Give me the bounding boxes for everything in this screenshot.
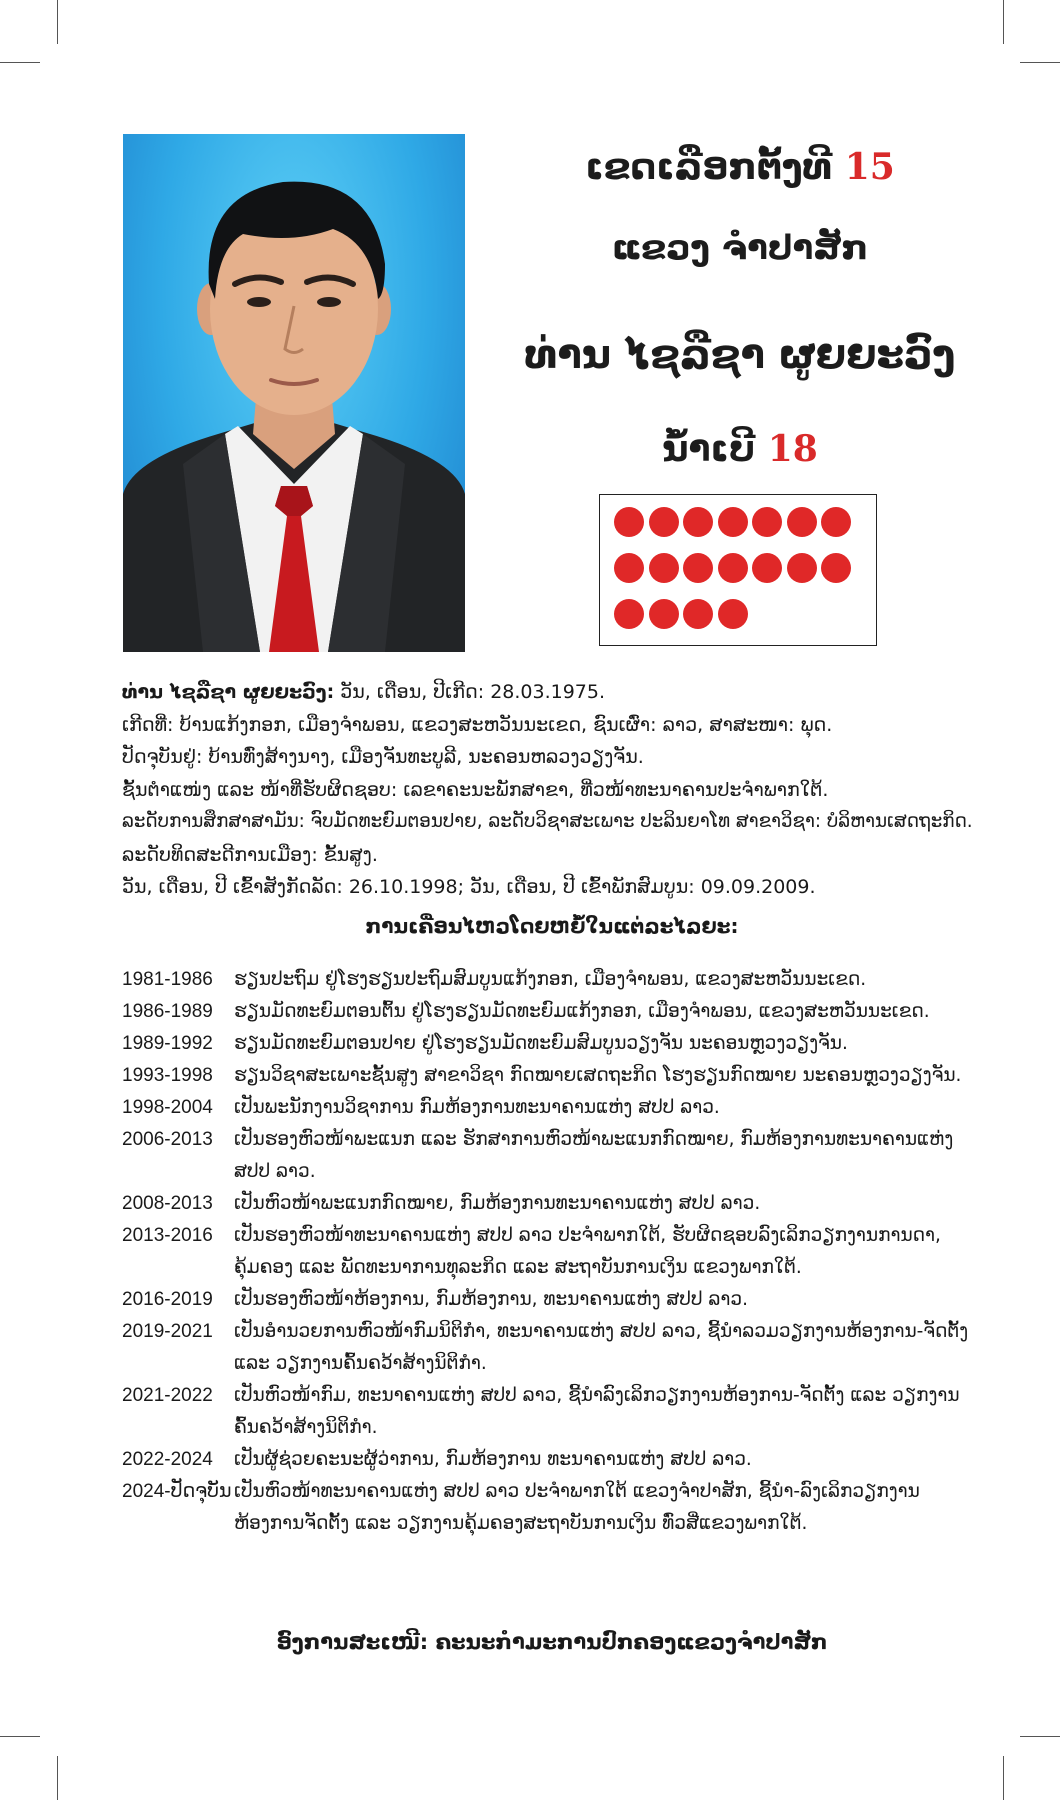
timeline-years: 2006-2013 bbox=[122, 1129, 213, 1150]
tally-dot bbox=[614, 507, 644, 537]
timeline-row bbox=[122, 1220, 982, 1284]
constituency-line bbox=[510, 146, 970, 188]
timeline-text: ເປັນຮອງຫົວໜ້າຫ້ອງການ, ກົມຫ້ອງການ, ທະນາຄານແຫ່ງ ສປປ ລາວ. bbox=[234, 1289, 748, 1310]
tally-dot bbox=[718, 553, 748, 583]
timeline-row bbox=[122, 1092, 982, 1124]
crop-mark bbox=[1020, 62, 1060, 63]
tally-dot bbox=[614, 553, 644, 583]
info-name-label: ທ່ານ ໄຊລືຊາ ຜູຍຍະວົງ: bbox=[122, 681, 335, 703]
crop-mark bbox=[1003, 1756, 1004, 1800]
ballot-line bbox=[510, 428, 970, 470]
tally-dot bbox=[752, 553, 782, 583]
info-line-membership: ວັນ, ເດືອນ, ປີ ເຂົ້າສັງກັດລັດ: 26.10.1998; ວັນ, ເດືອນ, ປີ ເຂົ້າພັກສົມບູນ: 09.09.2009. bbox=[122, 876, 816, 898]
tally-dot bbox=[821, 507, 851, 537]
timeline-row bbox=[122, 1476, 982, 1540]
timeline-text: ຮຽນມັດທະຍົມຕອນປາຍ ຢູ່ໂຮງຮຽນມັດທະຍົມສົມບູນວຽງຈັນ ນະຄອນຫຼວງວຽງຈັນ. bbox=[234, 1033, 848, 1054]
info-line-address: ປັດຈຸບັນຢູ່: ບ້ານທົ່ງສ້າງນາງ, ເມືອງຈັນທະບູລີ, ນະຄອນຫລວງວຽງຈັນ. bbox=[122, 746, 644, 768]
timeline-text: ຮຽນມັດທະຍົມຕອນຕົ້ນ ຢູ່ໂຮງຮຽນມັດທະຍົມແກ້ງກອກ, ເມືອງຈຳພອນ, ແຂວງສະຫວັນນະເຂດ. bbox=[234, 1001, 930, 1022]
timeline-text: ເປັນຮອງຫົວໜ້າທະນາຄານແຫ່ງ ສປປ ລາວ ປະຈຳພາກໃຕ້, ຮັບຜິດຊອບລົງເລິກວຽກງານການດາ, ຄຸ້ມຄອງ ແລະ ພັດທະນາການທຸລະກິດ ແລະ ສະຖາບັນການເງິນ ແຂວງພາກໃຕ້. bbox=[234, 1225, 941, 1278]
timeline-row bbox=[122, 1060, 982, 1092]
timeline-years: 1998-2004 bbox=[122, 1097, 213, 1118]
tally-dot bbox=[752, 507, 782, 537]
timeline-row bbox=[122, 964, 982, 996]
tally-dot bbox=[649, 599, 679, 629]
timeline-row bbox=[122, 1380, 982, 1444]
timeline-years: 1986-1989 bbox=[122, 1001, 213, 1022]
tally-dot bbox=[649, 507, 679, 537]
timeline-row bbox=[122, 1444, 982, 1476]
info-line-birthplace: ເກີດທີ່: ບ້ານແກ້ງກອກ, ເມືອງຈຳພອນ, ແຂວງສະຫວັນນະເຂດ, ຊົນເຜົ່າ: ລາວ, ສາສະໜາ: ພຸດ. bbox=[122, 713, 833, 736]
timeline-years: 1989-1992 bbox=[122, 1033, 213, 1054]
timeline-years: 2013-2016 bbox=[122, 1225, 213, 1246]
crop-mark bbox=[57, 1756, 58, 1800]
ballot-label: ນ້ຳເບີ bbox=[662, 429, 756, 470]
personal-info bbox=[122, 676, 982, 904]
candidate-name-title: ທ່ານ ໄຊລືຊາ ຜູຍຍະວົງ bbox=[524, 332, 956, 378]
timeline-row bbox=[122, 1124, 982, 1188]
timeline-years: 1993-1998 bbox=[122, 1065, 213, 1086]
tally-dot bbox=[649, 553, 679, 583]
timeline-row bbox=[122, 1028, 982, 1060]
career-timeline bbox=[122, 964, 982, 1540]
crop-mark bbox=[1003, 0, 1004, 44]
timeline-years: 1981-1986 bbox=[122, 969, 213, 990]
info-line-birth bbox=[122, 676, 982, 709]
timeline-years: 2016-2019 bbox=[122, 1289, 213, 1310]
ballot-tally-box bbox=[599, 494, 877, 646]
timeline-text: ເປັນຮອງຫົວໜ້າພະແນກ ແລະ ຮັກສາການຫົວໜ້າພະແນກກົດໝາຍ, ກົມຫ້ອງການທະນາຄານແຫ່ງ ສປປ ລາວ. bbox=[234, 1129, 954, 1182]
timeline-text: ເປັນຫົວໜ້າພະແນກກົດໝາຍ, ກົມຫ້ອງການທະນາຄານແຫ່ງ ສປປ ລາວ. bbox=[234, 1193, 761, 1214]
footer-proposer: ອົງການສະເໜີ: ຄະນະກຳມະການປົກຄອງແຂວງຈຳປາສັກ bbox=[276, 1630, 828, 1654]
timeline-years: 2008-2013 bbox=[122, 1193, 213, 1214]
timeline-text: ຮຽນວິຊາສະເພາະຊັ້ນສູງ ສາຂາວິຊາ ກົດໝາຍເສດຖະກິດ ໂຮງຮຽນກົດໝາຍ ນະຄອນຫຼວງວຽງຈັນ. bbox=[234, 1065, 962, 1086]
tally-dot bbox=[821, 553, 851, 583]
tally-dot bbox=[787, 507, 817, 537]
career-heading: ການເຄື່ອນໄຫວໂດຍຫຍໍ້ໃນແຕ່ລະໄລຍະ: bbox=[365, 914, 739, 938]
timeline-years: 2019-2021 bbox=[122, 1321, 213, 1342]
crop-mark bbox=[1020, 1736, 1060, 1737]
ballot-number: 18 bbox=[767, 428, 818, 470]
timeline-text: ເປັນອຳນວຍການຫົວໜ້າກົມນິຕິກຳ, ທະນາຄານແຫ່ງ ສປປ ລາວ, ຊີ້ນຳລວມວຽກງານຫ້ອງການ-ຈັດຕັ້ງ ແລະ ວຽກງານຄົ້ນຄວ້າສ້າງນິຕິກຳ. bbox=[234, 1321, 969, 1374]
info-line-political-theory: ລະດັບທິດສະດີການເມືອງ: ຂັ້ນສູງ. bbox=[122, 843, 378, 866]
info-birth: ວັນ, ເດືອນ, ປີເກີດ: 28.03.1975. bbox=[340, 681, 606, 703]
timeline-years: 2021-2022 bbox=[122, 1385, 213, 1406]
province-title: ແຂວງ ຈຳປາສັກ bbox=[611, 228, 869, 268]
tally-dot bbox=[718, 507, 748, 537]
tally-dot bbox=[718, 599, 748, 629]
tally-dot bbox=[683, 553, 713, 583]
constituency-label: ເຂດເລືອກຕັ້ງທີ bbox=[585, 147, 833, 188]
tally-dot bbox=[683, 599, 713, 629]
info-line-position: ຊັ້ນຕຳແໜ່ງ ແລະ ໜ້າທີ່ຮັບຜິດຊອບ: ເລຂາຄະນະພັກສາຂາ, ທີ່ວໜ້າທະນາຄານປະຈຳພາກໃຕ້. bbox=[122, 778, 829, 801]
candidate-portrait bbox=[123, 134, 465, 652]
timeline-text: ເປັນພະນັກງານວິຊາການ ກົມຫ້ອງການທະນາຄານແຫ່ງ ສປປ ລາວ. bbox=[234, 1097, 720, 1118]
constituency-number: 15 bbox=[844, 146, 895, 188]
timeline-row bbox=[122, 1188, 982, 1220]
info-line-education: ລະດັບການສຶກສາສາມັນ: ຈົບມັດທະຍົມຕອນປາຍ, ລະດັບວິຊາສະເພາະ ປະລິນຍາໂທ ສາຂາວິຊາ: ບໍລິຫານເສດຖະກິດ. bbox=[122, 811, 973, 832]
crop-mark bbox=[57, 0, 58, 44]
timeline-row bbox=[122, 1316, 982, 1380]
timeline-row bbox=[122, 1284, 982, 1316]
tally-dot bbox=[683, 507, 713, 537]
timeline-text: ຮຽນປະຖົມ ຢູ່ໂຮງຮຽນປະຖົມສົມບູນແກ້ງກອກ, ເມືອງຈຳພອນ, ແຂວງສະຫວັນນະເຂດ. bbox=[234, 969, 867, 990]
tally-dot bbox=[787, 553, 817, 583]
crop-mark bbox=[0, 62, 40, 63]
tally-dot bbox=[614, 599, 644, 629]
timeline-row bbox=[122, 996, 982, 1028]
crop-mark bbox=[0, 1736, 40, 1737]
timeline-text: ເປັນຫົວໜ້າກົມ, ທະນາຄານແຫ່ງ ສປປ ລາວ, ຊີ້ນຳລົງເລິກວຽກງານຫ້ອງການ-ຈັດຕັ້ງ ແລະ ວຽກງານຄົ້ນຄວ້າສ້າງນິຕິກຳ. bbox=[234, 1385, 960, 1438]
timeline-text: ເປັນຜູ້ຊ່ວຍຄະນະຜູ້ວ່າການ, ກົມຫ້ອງການ ທະນາຄານແຫ່ງ ສປປ ລາວ. bbox=[234, 1449, 752, 1470]
timeline-text: ເປັນຫົວໜ້າທະນາຄານແຫ່ງ ສປປ ລາວ ປະຈຳພາກໃຕ້ ແຂວງຈຳປາສັກ, ຊີ້ນຳ-ລົງເລິກວຽກງານຫ້ອງການຈັດຕັ້ງ ແລະ ວຽກງານຄຸ້ມຄອງສະຖາບັນການເງິນ ທົ່ວສີ່ແຂວງພາກໃຕ້. bbox=[234, 1481, 920, 1534]
timeline-years: 2024-ປັດຈຸບັນ bbox=[122, 1481, 232, 1502]
timeline-years: 2022-2024 bbox=[122, 1449, 213, 1470]
